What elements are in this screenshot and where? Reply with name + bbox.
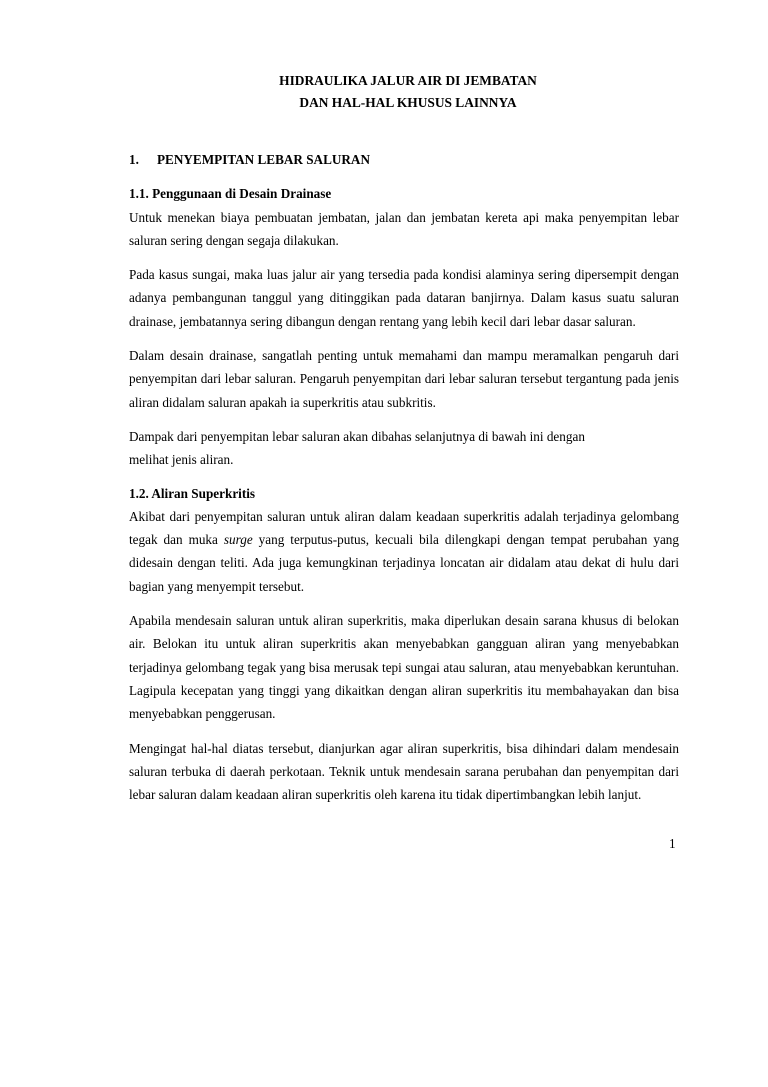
- subsection-1-1-paragraph-1: Untuk menekan biaya pembuatan jembatan, jalan dan jembatan kereta api maka penyempitan lebar saluran sering dengan segaja dilakukan.: [129, 209, 679, 248]
- subsection-1-2-paragraph-1: [129, 505, 679, 598]
- document-title-line-1: HIDRAULIKA JALUR AIR DI JEMBATAN: [279, 73, 537, 88]
- subsection-1-1-heading: 1.1. Penggunaan di Desain Drainase: [129, 186, 332, 202]
- document-title-line-2: DAN HAL-HAL KHUSUS LAINNYA: [299, 95, 517, 110]
- italic-term-surge: surge: [223, 532, 253, 548]
- subsection-1-2-paragraph-3: Mengingat hal-hal diatas tersebut, dianjurkan agar aliran superkritis, bisa dihindari dalam mendesain saluran terbuka di daerah perkotaan. Teknik untuk mendesain sarana perubahan dan penyempitan dari lebar saluran dalam keadaan aliran superkritis oleh karena itu tidak dipertimbangkan lebih lanjut.: [129, 740, 679, 803]
- subsection-1-2-heading: 1.2. Aliran Superkritis: [129, 485, 256, 501]
- paragraph-4-line-1: Dampak dari penyempitan lebar saluran akan dibahas selanjutnya di bawah ini dengan: [129, 428, 585, 444]
- page-number: 1: [669, 836, 676, 851]
- document-body: [129, 70, 679, 806]
- section-1-heading: [129, 148, 679, 171]
- paragraph-text-before-italic: Akibat dari penyempitan saluran untuk aliran dalam keadaan superkritis adalah terjadinya gelombang tegak dan muka: [129, 508, 679, 548]
- section-1-number: 1.: [129, 152, 139, 167]
- section-1-title: PENYEMPITAN LEBAR SALURAN: [157, 152, 370, 167]
- subsection-1-1-paragraph-2: Pada kasus sungai, maka luas jalur air yang tersedia pada kondisi alaminya sering dipersempit dengan adanya pembangunan tanggul yang ditinggikan pada dataran banjirnya. Dalam kasus suatu saluran drainase, jembatannya sering dibangun dengan rentang yang lebih kecil dari lebar dasar saluran.: [129, 267, 679, 329]
- subsection-1-1-paragraph-4: [129, 425, 679, 472]
- paragraph-4-line-2: melihat jenis aliran.: [129, 452, 234, 468]
- paragraph-text-after-italic: yang terputus-putus, kecuali bila dilengkapi dengan tempat perubahan yang didesain dengan teliti. Ada juga kemungkinan terjadinya loncatan air didalam atau dekat di hulu dari bagian yang menyempit tersebut.: [129, 532, 679, 594]
- subsection-1-1-paragraph-3: Dalam desain drainase, sangatlah penting untuk memahami dan mampu meramalkan pengaruh dari penyempitan dari lebar saluran. Pengaruh penyempitan dari lebar saluran tersebut tergantung pada jenis aliran didalam saluran apakah ia superkritis atau subkritis.: [129, 348, 679, 410]
- subsection-1-2-paragraph-2: Apabila mendesain saluran untuk aliran superkritis, maka diperlukan desain sarana khusus di belokan air. Belokan itu untuk aliran superkritis akan menyebabkan gangguan aliran yang menyebabkan terjadinya gelombang tegak yang bisa merusak tepi sungai atau saluran, atau menyebabkan keruntuhan. Lagipula kecepatan yang tinggi yang dikaitkan dengan aliran superkritis itu membahayakan dan bisa menyebabkan penggerusan.: [129, 613, 679, 722]
